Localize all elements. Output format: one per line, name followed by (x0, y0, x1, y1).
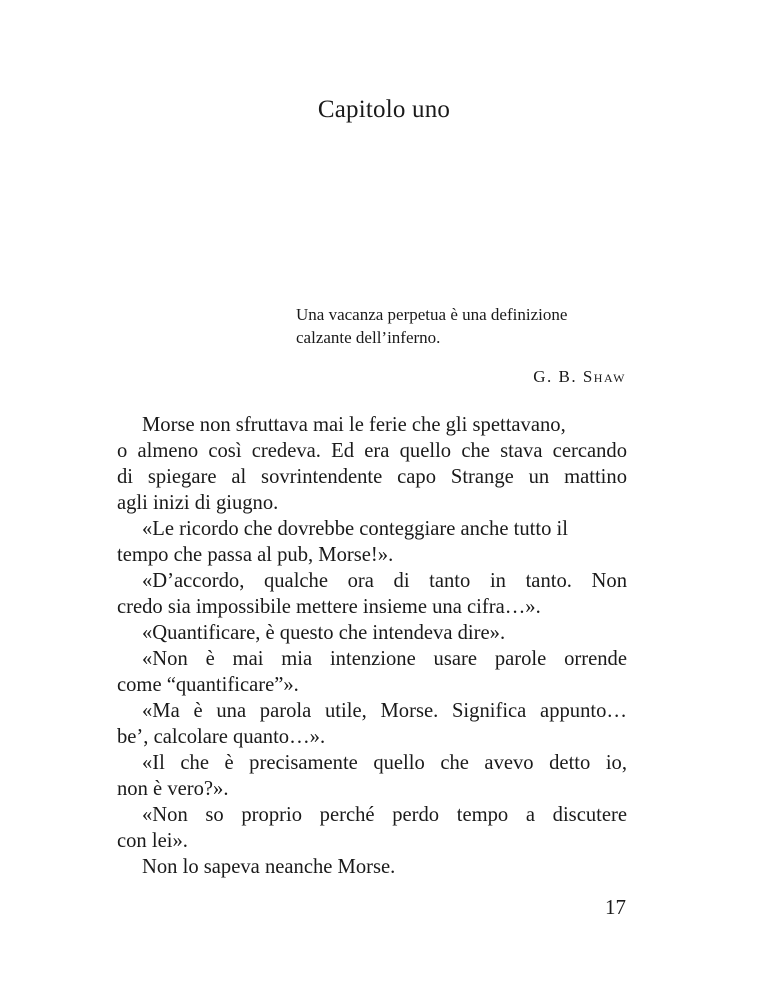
text-line: «Non è mai mia intenzione usare parole orrende (142, 648, 627, 670)
epigraph (296, 303, 630, 349)
chapter-title: Capitolo uno (317, 96, 451, 123)
epigraph-line: Una vacanza perpetua è una definizione (296, 305, 568, 324)
text-line: «Non so proprio perché perdo tempo a discutere (142, 804, 627, 826)
body-text (117, 412, 627, 880)
text-line: «Ma è una parola utile, Morse. Significa appunto… (142, 700, 627, 722)
attribution-initials: G. B. S (533, 367, 594, 386)
text-line: o almeno così credeva. Ed era quello che stava cercando (117, 440, 627, 462)
text-line: non è vero?». (117, 778, 229, 800)
text-line: «Quantificare, è questo che intendeva dire». (142, 622, 506, 644)
text-line: credo sia impossibile mettere insieme una cifra…». (117, 596, 541, 618)
text-line: «D’accordo, qualche ora di tanto in tanto. Non (142, 570, 627, 592)
text-line: Non lo sapeva neanche Morse. (142, 856, 396, 878)
epigraph-line: calzante dell’inferno. (296, 328, 441, 347)
text-line: di spiegare al sovrintendente capo Strange un mattino (117, 466, 627, 488)
text-line: «Le ricordo che dovrebbe conteggiare anche tutto il (142, 518, 568, 540)
text-line: «Il che è precisamente quello che avevo detto io, (142, 752, 627, 774)
text-line: Morse non sfruttava mai le ferie che gli spettavano, (142, 414, 566, 436)
text-line: con lei». (117, 830, 188, 852)
text-line: come “quantificare”». (117, 674, 299, 696)
page-number: 17 (605, 895, 626, 919)
epigraph-attribution (296, 367, 626, 387)
text-line: tempo che passa al pub, Morse!». (117, 544, 394, 566)
text-line: be’, calcolare quanto…». (117, 726, 326, 748)
text-line: agli inizi di giugno. (117, 492, 279, 514)
attribution-surname-smallcaps: haw (593, 367, 626, 386)
